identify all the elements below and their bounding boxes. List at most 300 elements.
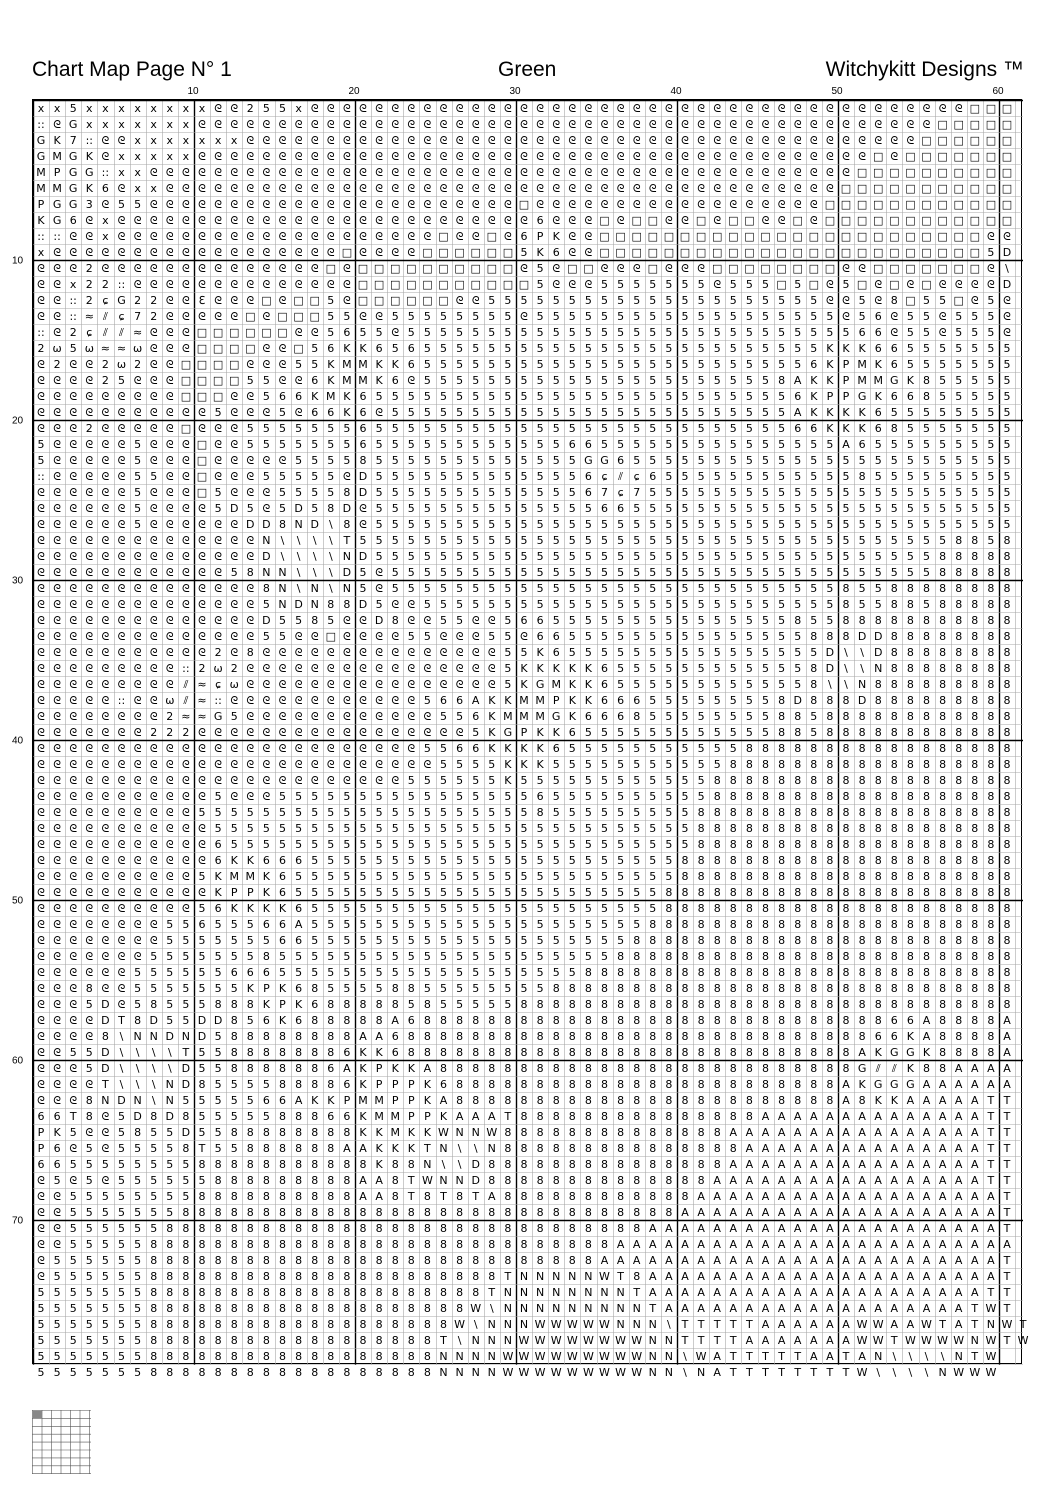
chart-cell-symbol: ᘓ	[37, 693, 45, 707]
chart-cell-symbol: A	[938, 1125, 947, 1139]
chart-cell-symbol: 5	[665, 293, 673, 307]
chart-cell-symbol: 8	[262, 1269, 270, 1283]
chart-cell-symbol: 5	[214, 917, 222, 931]
chart-cell-symbol: 5	[633, 421, 641, 435]
chart-cell-symbol: 5	[118, 1317, 125, 1331]
chart-cell-symbol: 5	[391, 933, 399, 947]
chart-cell-symbol: K	[858, 1077, 866, 1091]
chart-cell-symbol: ᘓ	[149, 821, 158, 835]
chart-cell-symbol: 5	[906, 421, 914, 435]
chart-cell-symbol: 5	[488, 405, 496, 419]
chart-cell-symbol: ᘓ	[600, 101, 609, 115]
chart-cell-symbol: 5	[166, 997, 174, 1011]
chart-cell-symbol: 8	[697, 821, 705, 835]
chart-cell-symbol: 8	[633, 965, 641, 979]
chart-cell-symbol: ᘓ	[182, 501, 190, 515]
chart-cell-symbol: ᘓ	[133, 565, 142, 579]
chart-cell-symbol: ᘓ	[761, 197, 770, 211]
chart-cell-symbol: □	[599, 229, 610, 243]
chart-cell-symbol: ᘓ	[487, 165, 496, 179]
chart-cell-symbol: 5	[230, 1109, 238, 1123]
chart-cell-symbol: 5	[520, 597, 528, 611]
chart-cell-symbol: ᘓ	[504, 165, 512, 179]
chart-cell-symbol: 5	[584, 565, 592, 579]
chart-cell-symbol: ᘓ	[294, 261, 303, 275]
chart-cell-symbol: 8	[649, 1157, 657, 1171]
chart-cell-symbol: ᘓ	[198, 757, 206, 771]
chart-cell-symbol: \	[844, 677, 848, 691]
chart-cell-symbol: □	[631, 245, 642, 259]
chart-cell-symbol: 8	[246, 1125, 254, 1139]
chart-cell-symbol: 8	[262, 1285, 270, 1299]
chart-cell-symbol: 8	[842, 933, 850, 947]
chart-cell-symbol: A	[954, 1221, 963, 1235]
chart-cell-symbol: 5	[778, 645, 786, 659]
chart-cell-symbol: 5	[536, 869, 544, 883]
chart-cell-symbol: 5	[826, 485, 834, 499]
chart-cell-symbol: 5	[874, 437, 882, 451]
chart-cell-symbol: 5	[552, 309, 560, 323]
chart-cell-symbol: 5	[955, 325, 963, 339]
chart-cell-symbol: ᘓ	[600, 181, 609, 195]
chart-cell-symbol: 5	[665, 405, 673, 419]
chart-cell-symbol: 8	[778, 949, 786, 963]
chart-cell-symbol: 8	[955, 597, 963, 611]
chart-cell-symbol: 8	[327, 1269, 335, 1283]
chart-cell-symbol: A	[922, 1285, 931, 1299]
chart-cell-symbol: A	[777, 1141, 786, 1155]
chart-cell-symbol: ᘓ	[165, 501, 174, 515]
chart-cell-symbol: ᘓ	[310, 101, 319, 115]
chart-cell-symbol: ᘓ	[133, 229, 142, 243]
chart-cell-symbol: A	[890, 1253, 899, 1267]
chart-cell-symbol: 8	[810, 1045, 818, 1059]
chart-cell-symbol: ᘓ	[53, 965, 61, 979]
chart-cell-symbol: ᘓ	[262, 661, 271, 675]
chart-cell-symbol: ᘓ	[729, 149, 738, 163]
chart-cell-symbol: 8	[311, 1141, 319, 1155]
chart-cell-symbol: 5	[697, 421, 705, 435]
chart-cell-symbol: ᘓ	[53, 309, 61, 323]
chart-cell-symbol: 8	[214, 1189, 222, 1203]
chart-cell-symbol: □	[937, 245, 948, 259]
chart-cell-symbol: A	[375, 1173, 383, 1187]
chart-cell-symbol: 8	[423, 1301, 431, 1315]
chart-cell-symbol: ᘓ	[343, 149, 351, 163]
chart-cell-symbol: 5	[391, 965, 399, 979]
chart-cell-symbol: ᘓ	[310, 725, 319, 739]
chart-cell-symbol: 5	[552, 885, 560, 899]
chart-cell-symbol: D	[358, 469, 368, 483]
row-number-strip	[0, 99, 32, 1364]
chart-cell-symbol: 5	[375, 965, 383, 979]
chart-cell-symbol: K	[85, 149, 93, 163]
chart-cell-symbol: 8	[520, 1237, 528, 1251]
chart-cell-symbol: 5	[423, 405, 431, 419]
chart-cell-symbol: 5	[971, 437, 979, 451]
chart-cell-symbol: A	[890, 1141, 899, 1155]
chart-cell-symbol: ᘓ	[423, 725, 432, 739]
chart-cell-symbol: N	[342, 549, 351, 563]
chart-cell-symbol: ᘓ	[182, 485, 190, 499]
chart-cell-symbol: ᘓ	[326, 693, 335, 707]
chart-cell-symbol: 6	[874, 325, 882, 339]
chart-cell-symbol: A	[858, 1253, 866, 1267]
chart-cell-symbol: 5	[633, 901, 641, 915]
chart-cell-symbol: T	[69, 1109, 77, 1123]
chart-cell-symbol: 8	[778, 869, 786, 883]
chart-cell-symbol: 5	[649, 325, 657, 339]
chart-cell-symbol: x	[102, 117, 109, 131]
chart-cell-symbol: W	[486, 1125, 498, 1139]
chart-cell-symbol: ᘓ	[809, 197, 818, 211]
chart-cell-symbol: 8	[890, 789, 898, 803]
chart-cell-symbol: 8	[955, 725, 963, 739]
chart-cell-symbol: ᘓ	[423, 117, 432, 131]
chart-cell-symbol: 8	[665, 1061, 673, 1075]
chart-cell-symbol: 8	[520, 997, 528, 1011]
chart-cell-symbol: ᘓ	[262, 261, 271, 275]
chart-cell-symbol: 5	[407, 965, 415, 979]
chart-cell-symbol: 5	[295, 837, 303, 851]
chart-cell-symbol: ᘓ	[165, 453, 174, 467]
chart-cell-symbol: 8	[359, 1301, 367, 1315]
chart-cell-symbol: 5	[375, 949, 383, 963]
chart-cell-symbol: ⫽	[891, 1061, 897, 1075]
chart-cell-symbol: 8	[890, 421, 898, 435]
chart-cell-symbol: □	[792, 213, 803, 227]
chart-cell-symbol: x	[118, 165, 125, 179]
chart-cell-symbol: 5	[520, 501, 528, 515]
chart-cell-symbol: 5	[230, 933, 238, 947]
chart-cell-symbol: A	[649, 1221, 657, 1235]
chart-cell-symbol: ᘓ	[182, 869, 190, 883]
chart-cell-symbol: ᘓ	[53, 261, 61, 275]
chart-cell-symbol: ᘓ	[214, 101, 222, 115]
chart-cell-symbol: 8	[874, 997, 882, 1011]
chart-cell-symbol: ᘓ	[149, 405, 158, 419]
chart-cell-symbol: ᘓ	[455, 293, 464, 307]
chart-cell-symbol: 8	[649, 1189, 657, 1203]
chart-cell-symbol: ᘓ	[391, 165, 400, 179]
chart-cell-symbol: 5	[520, 581, 528, 595]
chart-cell-symbol: 8	[617, 1173, 625, 1187]
chart-cell-symbol: 8	[987, 693, 995, 707]
chart-cell-symbol: A	[681, 1221, 689, 1235]
chart-cell-symbol: 5	[617, 597, 625, 611]
chart-cell-symbol: T	[1003, 1301, 1011, 1315]
chart-cell-symbol: A	[777, 1125, 786, 1139]
chart-cell-symbol: 5	[584, 517, 592, 531]
chart-cell-symbol: 8	[858, 757, 866, 771]
chart-cell-symbol: 8	[794, 725, 802, 739]
chart-cell-symbol: A	[761, 1269, 770, 1283]
chart-cell-symbol: □	[840, 229, 852, 243]
chart-cell-symbol: 5	[456, 501, 464, 515]
chart-cell-symbol: ᘓ	[826, 165, 834, 179]
chart-cell-symbol: 5	[69, 1205, 77, 1219]
chart-cell-symbol: ᘓ	[391, 117, 400, 131]
chart-cell-symbol: ᘓ	[182, 757, 190, 771]
chart-cell-symbol: 5	[536, 309, 544, 323]
chart-cell-symbol: A	[890, 1301, 899, 1315]
chart-cell-symbol: 8	[842, 1013, 850, 1027]
chart-cell-symbol: ᘓ	[729, 165, 738, 179]
chart-cell-symbol: 5	[198, 805, 206, 819]
chart-cell-symbol: 8	[713, 933, 721, 947]
chart-cell-symbol: 5	[246, 373, 254, 387]
chart-cell-symbol: K	[359, 1109, 367, 1123]
chart-cell-symbol: 8	[649, 965, 657, 979]
chart-cell-symbol: 5	[440, 517, 447, 531]
chart-cell-symbol: ᘓ	[246, 613, 255, 627]
chart-cell-symbol: 5	[118, 1221, 125, 1235]
chart-cell-symbol: 8	[214, 1285, 222, 1299]
chart-cell-symbol: 5	[391, 853, 399, 867]
chart-cell-symbol: K	[842, 421, 850, 435]
chart-cell-symbol: 5	[665, 789, 673, 803]
chart-cell-symbol: ᘓ	[85, 469, 94, 483]
chart-cell-symbol: 5	[729, 613, 737, 627]
chart-cell-symbol: 5	[923, 565, 930, 579]
chart-cell-symbol: 8	[343, 1317, 351, 1331]
chart-cell-symbol: 8	[697, 1077, 705, 1091]
chart-cell-symbol: 6	[343, 1077, 351, 1091]
chart-cell-symbol: 8	[166, 1285, 174, 1299]
chart-cell-symbol: 5	[971, 389, 979, 403]
chart-cell-symbol: A	[745, 1125, 754, 1139]
chart-cell-symbol: 5	[150, 1125, 158, 1139]
chart-cell-symbol: ᘓ	[616, 101, 625, 115]
chart-cell-symbol: ᘓ	[133, 645, 142, 659]
chart-cell-symbol: 3	[85, 197, 93, 211]
chart-cell-symbol: 8	[971, 773, 979, 787]
chart-cell-symbol: ᘓ	[648, 101, 657, 115]
chart-cell-symbol: 5	[810, 517, 818, 531]
chart-cell-symbol: 8	[971, 901, 979, 915]
chart-cell-symbol: 5	[955, 437, 963, 451]
chart-cell-symbol: 5	[810, 533, 818, 547]
chart-cell-symbol: 8	[890, 677, 898, 691]
chart-cell-symbol: 8	[1003, 853, 1011, 867]
chart-cell-symbol: 8	[568, 1109, 576, 1123]
chart-cell-symbol: 5	[762, 629, 769, 643]
chart-cell-symbol: P	[536, 229, 544, 243]
chart-cell-symbol: 5	[778, 325, 786, 339]
chart-cell-symbol: 5	[584, 389, 592, 403]
chart-cell-symbol: □	[905, 245, 916, 259]
chart-cell-symbol: 8	[874, 773, 882, 787]
chart-cell-symbol: □	[905, 181, 916, 195]
chart-cell-symbol: A	[810, 1141, 818, 1155]
chart-cell-symbol: 5	[118, 1301, 125, 1315]
chart-cell-symbol: 5	[729, 437, 737, 451]
chart-cell-symbol: 5	[423, 949, 431, 963]
chart-cell-symbol: K	[568, 693, 576, 707]
chart-cell-symbol: □	[196, 437, 208, 451]
chart-cell-symbol: 5	[407, 501, 415, 515]
chart-cell-symbol: K	[810, 373, 818, 387]
chart-cell-symbol: 6	[617, 709, 625, 723]
chart-cell-symbol: N	[616, 1285, 625, 1299]
chart-cell-symbol: ::	[37, 117, 45, 131]
chart-cell-symbol: 8	[939, 949, 947, 963]
chart-cell-symbol: □	[905, 261, 916, 275]
chart-cell-symbol: A	[793, 405, 802, 419]
chart-cell-symbol: 5	[697, 549, 705, 563]
chart-cell-symbol: ᘓ	[761, 149, 770, 163]
chart-cell-symbol: G	[890, 373, 899, 387]
chart-cell-symbol: ᘓ	[53, 837, 61, 851]
chart-cell-symbol: ᘓ	[616, 149, 625, 163]
chart-cell-symbol: 5	[440, 533, 447, 547]
chart-cell-symbol: 8	[327, 1045, 335, 1059]
chart-cell-symbol: ::	[37, 325, 45, 339]
chart-cell-symbol: □	[212, 325, 224, 339]
chart-cell-symbol: G	[117, 293, 126, 307]
chart-cell-symbol: 8	[906, 821, 914, 835]
chart-cell-symbol: \	[457, 1333, 462, 1347]
chart-cell-symbol: 5	[1003, 501, 1011, 515]
chart-cell-symbol: A	[826, 1109, 834, 1123]
chart-cell-symbol: ᘓ	[809, 117, 818, 131]
chart-cell-symbol: ᘓ	[294, 773, 303, 787]
chart-cell-symbol: 8	[1003, 933, 1011, 947]
chart-cell-symbol: 8	[1003, 965, 1011, 979]
chart-cell-symbol: A	[697, 1221, 705, 1235]
chart-cell-symbol: 8	[617, 1061, 625, 1075]
chart-cell-symbol: 5	[601, 901, 608, 915]
chart-cell-symbol: 8	[987, 997, 995, 1011]
row-number: 10	[12, 255, 24, 267]
chart-cell-symbol: ᘓ	[165, 181, 174, 195]
chart-cell-symbol: N	[181, 1029, 190, 1043]
chart-cell-symbol: 5	[327, 853, 335, 867]
chart-cell-symbol: 5	[456, 773, 464, 787]
chart-cell-symbol: 5	[923, 309, 930, 323]
chart-cell-symbol: M	[551, 677, 561, 691]
chart-cell-symbol: 8	[971, 933, 979, 947]
chart-cell-symbol: ᘓ	[85, 437, 94, 451]
chart-cell-symbol: ᘓ	[85, 581, 94, 595]
chart-cell-symbol: ᘓ	[359, 309, 367, 323]
chart-cell-symbol: 8	[681, 1109, 689, 1123]
chart-cell-symbol: 8	[794, 965, 802, 979]
chart-cell-symbol: 5	[375, 885, 383, 899]
chart-cell-symbol: 8	[633, 1061, 641, 1075]
chart-cell-symbol: □	[373, 277, 385, 291]
chart-cell-symbol: □	[872, 229, 884, 243]
chart-cell-symbol: 8	[955, 789, 963, 803]
chart-cell-symbol: 5	[552, 581, 560, 595]
chart-cell-symbol: □	[921, 133, 932, 147]
chart-cell-symbol: 5	[391, 565, 399, 579]
chart-cell-symbol: 5	[568, 853, 576, 867]
chart-cell-symbol: 8	[198, 1365, 206, 1379]
chart-cell-symbol: 8	[762, 1045, 769, 1059]
chart-cell-symbol: K	[858, 405, 866, 419]
chart-cell-symbol: □	[711, 229, 723, 243]
chart-cell-symbol: K	[520, 741, 528, 755]
chart-cell-symbol: ᘓ	[471, 629, 480, 643]
chart-cell-symbol: 6	[214, 837, 222, 851]
chart-cell-symbol: 8	[472, 1093, 480, 1107]
chart-cell-symbol: 5	[745, 645, 753, 659]
chart-cell-symbol: ᘓ	[214, 421, 222, 435]
chart-cell-symbol: 8	[552, 1189, 560, 1203]
chart-cell-symbol: 8	[842, 789, 850, 803]
chart-cell-symbol: □	[228, 325, 240, 339]
chart-cell-symbol: ᘓ	[230, 437, 239, 451]
chart-cell-symbol: ᘓ	[471, 149, 480, 163]
chart-cell-symbol: 8	[295, 1317, 303, 1331]
chart-cell-symbol: P	[407, 1109, 415, 1123]
chart-cell-symbol: 5	[536, 533, 544, 547]
chart-cell-symbol: 8	[1003, 629, 1011, 643]
chart-cell-symbol: □	[293, 341, 304, 355]
chart-cell-symbol: 5	[407, 533, 415, 547]
chart-cell-symbol: A	[761, 1285, 770, 1299]
chart-cell-symbol: ᘓ	[53, 997, 61, 1011]
chart-cell-symbol: 8	[391, 1237, 399, 1251]
chart-cell-symbol: 5	[327, 613, 335, 627]
chart-cell-symbol: ᘓ	[214, 277, 222, 291]
chart-cell-symbol: ᘓ	[133, 709, 142, 723]
chart-cell-symbol: A	[681, 1269, 689, 1283]
chart-cell-symbol: A	[745, 1205, 754, 1219]
chart-cell-symbol: □	[1001, 133, 1013, 147]
chart-cell-symbol: 5	[246, 917, 254, 931]
chart-cell-symbol: 5	[536, 597, 544, 611]
chart-cell-symbol: N	[487, 1349, 496, 1363]
chart-cell-symbol: ᘓ	[391, 325, 400, 339]
chart-cell-symbol: ᘓ	[310, 661, 319, 675]
chart-cell-symbol: □	[937, 149, 948, 163]
chart-cell-symbol: ᘓ	[278, 453, 287, 467]
chart-cell-symbol: 5	[617, 789, 625, 803]
chart-cell-symbol: 5	[762, 325, 769, 339]
chart-cell-symbol: 8	[279, 1109, 286, 1123]
chart-cell-symbol: 8	[987, 677, 995, 691]
chart-cell-symbol: 8	[955, 869, 963, 883]
chart-cell-symbol: 8	[874, 965, 882, 979]
chart-cell-symbol: 5	[584, 581, 592, 595]
chart-cell-symbol: 5	[713, 741, 721, 755]
chart-cell-symbol: 8	[423, 1013, 431, 1027]
chart-cell-symbol: 8	[778, 773, 786, 787]
chart-cell-symbol: 5	[617, 661, 625, 675]
chart-cell-symbol: 8	[987, 917, 995, 931]
chart-cell-symbol: x	[198, 101, 206, 115]
chart-cell-symbol: A	[810, 1253, 818, 1267]
chart-cell-symbol: 8	[568, 1221, 576, 1235]
chart-cell-symbol: 8	[295, 1205, 303, 1219]
chart-cell-symbol: A	[842, 1333, 850, 1347]
chart-cell-symbol: M	[36, 181, 46, 195]
chart-cell-symbol: 5	[617, 629, 625, 643]
chart-cell-symbol: 5	[37, 1285, 45, 1299]
chart-cell-symbol: ᘓ	[665, 133, 673, 147]
chart-cell-symbol: A	[938, 1077, 947, 1091]
chart-cell-symbol: 8	[279, 1253, 286, 1267]
chart-cell-symbol: 8	[440, 1253, 447, 1267]
chart-cell-symbol: 5	[456, 869, 464, 883]
chart-cell-symbol: 8	[327, 1173, 335, 1187]
chart-cell-symbol: ᘓ	[343, 709, 351, 723]
chart-cell-symbol: ᘓ	[455, 149, 464, 163]
chart-cell-symbol: 8	[327, 1317, 335, 1331]
chart-cell-symbol: 5	[440, 885, 447, 899]
